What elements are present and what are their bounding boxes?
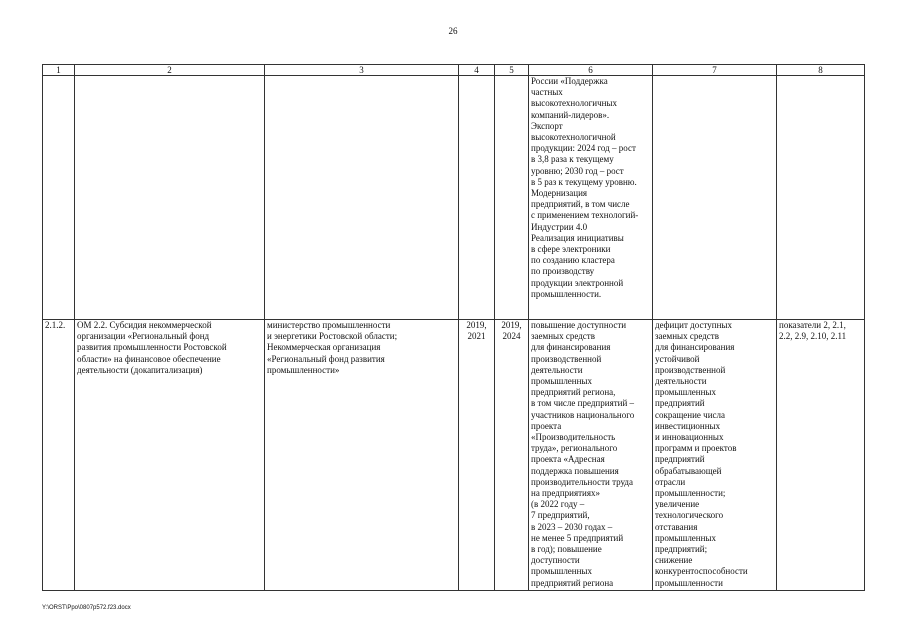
text-line: и энергетики Ростовской области;: [267, 331, 398, 342]
column-header: 6: [529, 65, 653, 76]
text-line: промышленности;: [655, 488, 726, 499]
text-line: министерство промышленности: [267, 320, 391, 330]
cell-empty: [265, 76, 459, 320]
text-line: деятельности: [531, 364, 583, 375]
column-header: 3: [265, 65, 459, 76]
text-line: труда», регионального: [531, 443, 618, 454]
text-line: производственной: [531, 353, 602, 364]
cell-empty: [777, 76, 865, 320]
cell-expected-result: [529, 320, 653, 591]
text-line: обрабатывающей: [655, 465, 722, 476]
cell-indicators: [777, 320, 865, 591]
text-line: промышленных: [655, 532, 716, 543]
text-line: 2.2, 2.9, 2.10, 2.11: [779, 331, 847, 342]
text-line: промышленных: [531, 376, 592, 387]
text-line: промышленности.: [531, 288, 602, 299]
text-line: увеличение: [655, 499, 700, 510]
text-line: производственной: [655, 364, 726, 375]
column-number-row: [43, 65, 865, 76]
text-line: для финансирования: [531, 342, 611, 353]
text-line: частных: [531, 87, 563, 98]
text-line: в 3,8 раза к текущему: [531, 154, 614, 165]
text-line: ОМ 2.2. Субсидия некоммерческой: [77, 320, 212, 330]
cell-expected-result: [529, 76, 653, 320]
table-row-2-1-2: [43, 320, 865, 591]
cell-empty: [653, 76, 777, 320]
text-line: промышленных: [655, 387, 716, 398]
file-path-footer: Y:\ORST\Ppo\0807p572.f23.docx: [42, 605, 131, 611]
column-header: 4: [459, 65, 495, 76]
text-line: России «Поддержка: [531, 76, 608, 86]
text-line: проекта: [531, 420, 562, 431]
text-line: проекта «Адресная: [531, 454, 605, 465]
text-line: производительности труда: [531, 476, 634, 487]
text-line: на предприятиях»: [531, 488, 600, 499]
cell-empty: [459, 76, 495, 320]
text-line: предприятий, в том числе: [531, 199, 630, 210]
page-number: 26: [448, 26, 458, 36]
text-line: предприятий: [655, 454, 705, 465]
text-line: промышленных: [531, 566, 592, 577]
text-line: в том числе предприятий –: [531, 398, 635, 409]
text-line: конкурентоспособности: [655, 566, 748, 577]
text-line: предприятий;: [655, 544, 708, 555]
text-line: «Производительность: [531, 432, 616, 443]
text-line: Реализация инициативы: [531, 232, 624, 243]
column-header: 7: [653, 65, 777, 76]
cell-row-number: 2.1.2.: [43, 320, 75, 591]
text-line: с применением технологий-: [531, 210, 639, 221]
text-line: предприятий региона: [531, 577, 614, 588]
text-line: для финансирования: [655, 342, 735, 353]
program-table: [42, 64, 865, 591]
cell-end-years: [495, 320, 529, 591]
text-line: компаний-лидеров».: [531, 109, 610, 120]
text-line: 2024: [502, 331, 521, 342]
text-line: деятельности: [655, 376, 707, 387]
text-line: продукции: 2024 год – рост: [531, 143, 636, 154]
text-line: высокотехнологичной: [531, 132, 616, 143]
text-line: отставания: [655, 521, 698, 532]
text-line: высокотехнологичных: [531, 98, 617, 109]
text-line: Индустрии 4.0: [531, 221, 588, 232]
text-line: 7 предприятий,: [531, 510, 590, 521]
text-line: сокращение числа: [655, 409, 725, 420]
text-line: промышленности»: [267, 364, 340, 375]
text-line: предприятий: [655, 398, 705, 409]
text-line: не менее 5 предприятий: [531, 532, 624, 543]
cell-risk: [653, 320, 777, 591]
table-row-continued: [43, 76, 865, 320]
text-line: Экспорт: [531, 120, 563, 131]
text-line: участников национального: [531, 409, 635, 420]
cell-start-years: [459, 320, 495, 591]
text-line: продукции электронной: [531, 277, 624, 288]
text-line: отрасли: [655, 476, 686, 487]
cell-empty: [43, 76, 75, 320]
text-line: заемных средств: [655, 331, 719, 342]
cell-empty: [495, 76, 529, 320]
cell-executor: [265, 320, 459, 591]
cell-empty: [75, 76, 265, 320]
column-header: 8: [777, 65, 865, 76]
text-line: промышленности: [655, 577, 723, 588]
text-line: инвестиционных: [655, 420, 721, 431]
text-line: устойчивой: [655, 353, 700, 364]
text-line: в 2023 – 2030 годах –: [531, 521, 613, 532]
text-line: уровню; 2030 год – рост: [531, 165, 624, 176]
column-header: 2: [75, 65, 265, 76]
text-line: в год); повышение: [531, 544, 602, 555]
text-line: развития промышленности Ростовской: [77, 342, 227, 353]
column-header: 5: [495, 65, 529, 76]
text-line: 2019,: [466, 320, 487, 330]
text-line: дефицит доступных: [655, 320, 732, 330]
text-line: поддержка повышения: [531, 465, 619, 476]
text-line: по производству: [531, 266, 595, 277]
text-line: заемных средств: [531, 331, 595, 342]
text-line: программ и проектов: [655, 443, 737, 454]
text-line: области» на финансовое обеспечение: [77, 353, 221, 364]
text-line: и инновационных: [655, 432, 724, 443]
text-line: 2019,: [501, 320, 522, 330]
text-line: в 5 раз к текущему уровню.: [531, 176, 637, 187]
text-line: организации «Региональный фонд: [77, 331, 210, 342]
column-header: 1: [43, 65, 75, 76]
text-line: доступности: [531, 555, 580, 566]
text-line: 2021: [467, 331, 486, 342]
cell-measure-name: [75, 320, 265, 591]
text-line: (в 2022 году –: [531, 499, 585, 510]
text-line: предприятий региона,: [531, 387, 616, 398]
text-line: показатели 2, 2.1,: [779, 320, 846, 330]
text-line: повышение доступности: [531, 320, 627, 330]
text-line: Модернизация: [531, 188, 588, 199]
text-line: деятельности (докапитализация): [77, 364, 203, 375]
text-line: в сфере электроники: [531, 244, 611, 255]
text-line: «Региональный фонд развития: [267, 353, 385, 364]
text-line: технологического: [655, 510, 724, 521]
text-line: снижение: [655, 555, 693, 566]
text-line: Некоммерческая организация: [267, 342, 381, 353]
text-line: по созданию кластера: [531, 255, 615, 266]
